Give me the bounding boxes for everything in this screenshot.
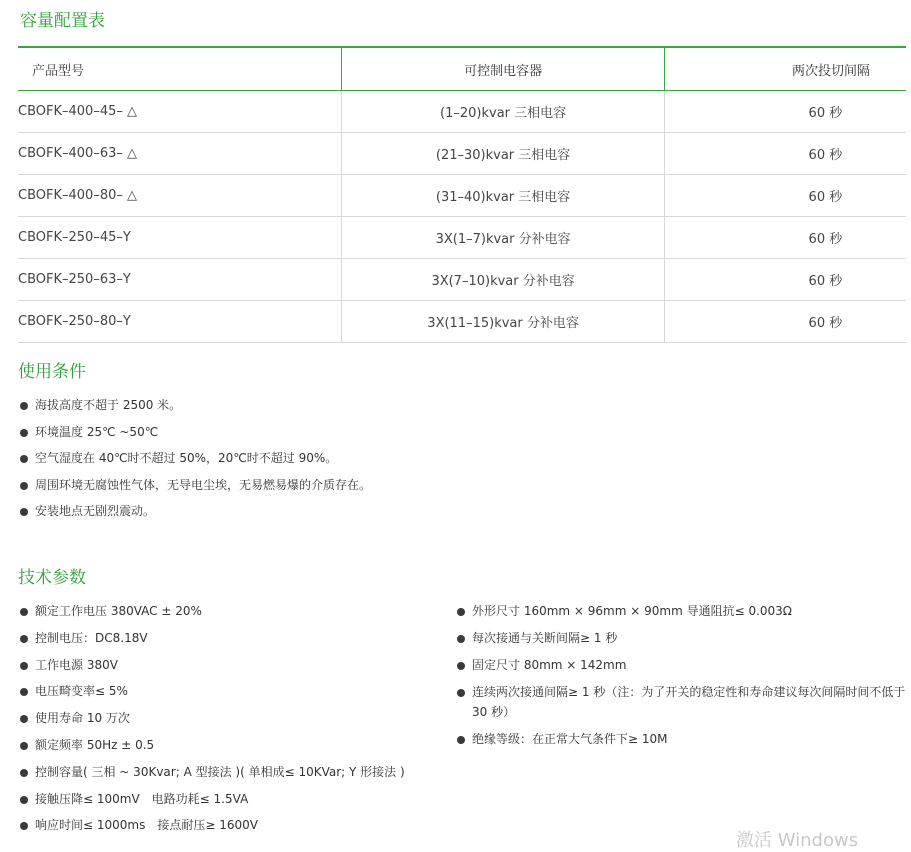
cell-interval: 60 秒	[664, 259, 906, 301]
list-item: 控制电压：DC8.18V	[19, 628, 449, 655]
cell-capacitor: (31–40)kvar 三相电容	[342, 175, 664, 217]
cell-model: CBOFK–400–80– △	[18, 175, 342, 217]
list-item: 绝缘等级：在正常大气条件下≥ 10M	[456, 729, 908, 749]
cell-interval: 60 秒	[664, 217, 906, 259]
table-row	[18, 91, 906, 133]
cell-model: CBOFK–400–63– △	[18, 133, 342, 175]
capacity-table-title: 容量配置表	[20, 11, 105, 31]
cell-interval: 60 秒	[664, 133, 906, 175]
tech-params-right-list	[456, 601, 908, 756]
list-item: 接触压降≤ 100mV 电路功耗≤ 1.5VA	[19, 789, 449, 816]
cell-capacitor: (1–20)kvar 三相电容	[342, 91, 664, 133]
cell-interval: 60 秒	[664, 175, 906, 217]
cell-capacitor: 3X(11–15)kvar 分补电容	[342, 301, 664, 343]
list-item: 额定频率 50Hz ± 0.5	[19, 735, 449, 762]
cell-model: CBOFK–250–63–Y	[18, 259, 342, 301]
cell-model: CBOFK–250–80–Y	[18, 301, 342, 343]
list-item: 环境温度 25℃ ~50℃	[19, 422, 619, 449]
usage-conditions-title: 使用条件	[18, 362, 86, 382]
table-row	[18, 217, 906, 259]
tech-params-title: 技术参数	[18, 568, 86, 588]
activation-watermark: 激活 Windows	[736, 830, 859, 851]
cell-capacitor: 3X(7–10)kvar 分补电容	[342, 259, 664, 301]
cell-model: CBOFK–400–45– △	[18, 91, 342, 133]
table-row	[18, 175, 906, 217]
list-item: 使用寿命 10 万次	[19, 708, 449, 735]
list-item: 空气湿度在 40℃时不超过 50%，20℃时不超过 90%。	[19, 448, 619, 475]
list-item: 每次接通与关断间隔≥ 1 秒	[456, 628, 908, 648]
table-row	[18, 301, 906, 343]
list-item: 海拔高度不超于 2500 米。	[19, 395, 619, 422]
list-item: 连续两次接通间隔≥ 1 秒（注：为了开关的稳定性和寿命建议每次间隔时间不低于 30 秒）	[456, 682, 908, 722]
capacity-config-table	[18, 46, 906, 343]
cell-model: CBOFK–250–45–Y	[18, 217, 342, 259]
table-header-row	[18, 47, 906, 91]
list-item: 控制容量( 三相 ~ 30Kvar; A 型接法 )( 单相成≤ 10KVar; Y 形接法 )	[19, 762, 449, 789]
list-item: 固定尺寸 80mm × 142mm	[456, 655, 908, 675]
cell-capacitor: (21–30)kvar 三相电容	[342, 133, 664, 175]
list-item: 工作电源 380V	[19, 655, 449, 682]
header-switching-interval: 两次投切间隔	[664, 47, 906, 91]
header-product-model: 产品型号	[18, 47, 342, 91]
list-item: 外形尺寸 160mm × 96mm × 90mm 导通阻抗≤ 0.003Ω	[456, 601, 908, 621]
cell-capacitor: 3X(1–7)kvar 分补电容	[342, 217, 664, 259]
tech-params-left-list	[19, 601, 449, 842]
list-item: 额定工作电压 380VAC ± 20%	[19, 601, 449, 628]
usage-conditions-list	[19, 395, 619, 528]
list-item: 周围环境无腐蚀性气体，无导电尘埃，无易燃易爆的介质存在。	[19, 475, 619, 502]
list-item: 安装地点无剧烈震动。	[19, 501, 619, 528]
table-row	[18, 133, 906, 175]
table-row	[18, 259, 906, 301]
list-item: 电压畸变率≤ 5%	[19, 681, 449, 708]
cell-interval: 60 秒	[664, 91, 906, 133]
header-controllable-capacitor: 可控制电容器	[342, 47, 664, 91]
cell-interval: 60 秒	[664, 301, 906, 343]
list-item: 响应时间≤ 1000ms 接点耐压≥ 1600V	[19, 815, 449, 842]
